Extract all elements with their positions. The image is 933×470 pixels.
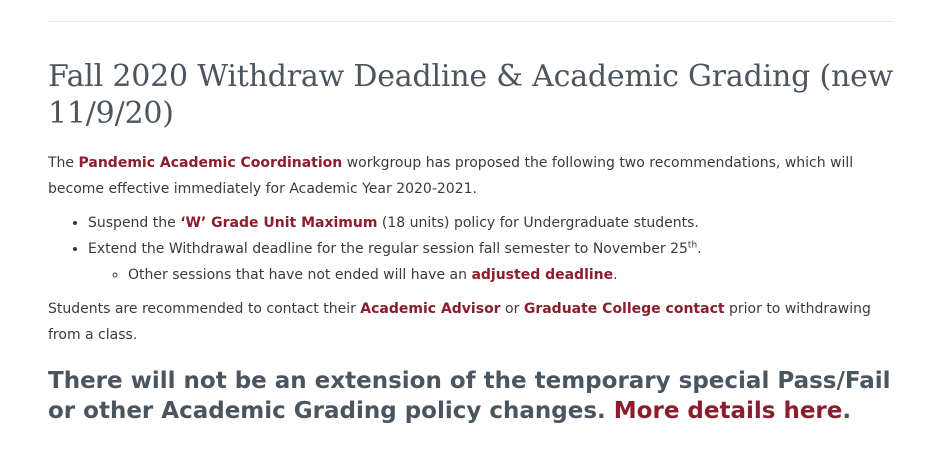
list-item <box>88 236 894 288</box>
intro-text-pre: The <box>48 155 79 171</box>
list-item <box>88 210 894 236</box>
students-text-pre: Students are recommended to contact their <box>48 301 361 317</box>
bullet2-text-post: . <box>697 241 702 257</box>
intro-paragraph <box>48 150 894 202</box>
bullet1-text-pre: Suspend the <box>88 215 181 231</box>
sub-item-text-pre: Other sessions that have not ended will have an <box>128 267 472 283</box>
grading-notice-heading <box>48 366 894 426</box>
main-content <box>48 58 894 426</box>
students-text-post: prior to withdrawing from a class. <box>48 301 871 343</box>
students-paragraph <box>48 296 894 348</box>
more-details-link[interactable]: More details here <box>613 398 843 424</box>
page-title: Fall 2020 Withdraw Deadline & Academic Grading (new 11/9/20) <box>48 59 894 131</box>
top-divider <box>48 21 894 22</box>
w-grade-unit-maximum-link[interactable]: ‘W’ Grade Unit Maximum <box>180 215 378 231</box>
notice-text: There will not be an extension of the temporary special Pass/Fail or other Academic Grading policy changes. <box>48 368 891 424</box>
list-item <box>128 262 894 288</box>
bullet2-superscript: th <box>687 240 698 251</box>
bullet2-text: Extend the Withdrawal deadline for the regular session fall semester to November 25 <box>88 241 688 257</box>
academic-advisor-link[interactable]: Academic Advisor <box>360 301 501 317</box>
recommendations-list <box>48 210 894 288</box>
students-text-mid: or <box>500 301 524 317</box>
intro-text-post: workgroup has proposed the following two recommendations, which will become effective immediately for Academic Year 2020-2021. <box>48 155 854 197</box>
notice-text-post: . <box>842 398 852 424</box>
adjusted-deadline-link[interactable]: adjusted deadline <box>471 267 614 283</box>
pandemic-coordination-link[interactable]: Pandemic Academic Coordination <box>78 155 343 171</box>
bullet1-text-post: (18 units) policy for Undergraduate students. <box>377 215 699 231</box>
graduate-college-contact-link[interactable]: Graduate College contact <box>523 301 725 317</box>
sub-list <box>88 262 894 288</box>
sub-item-text-post: . <box>613 267 618 283</box>
